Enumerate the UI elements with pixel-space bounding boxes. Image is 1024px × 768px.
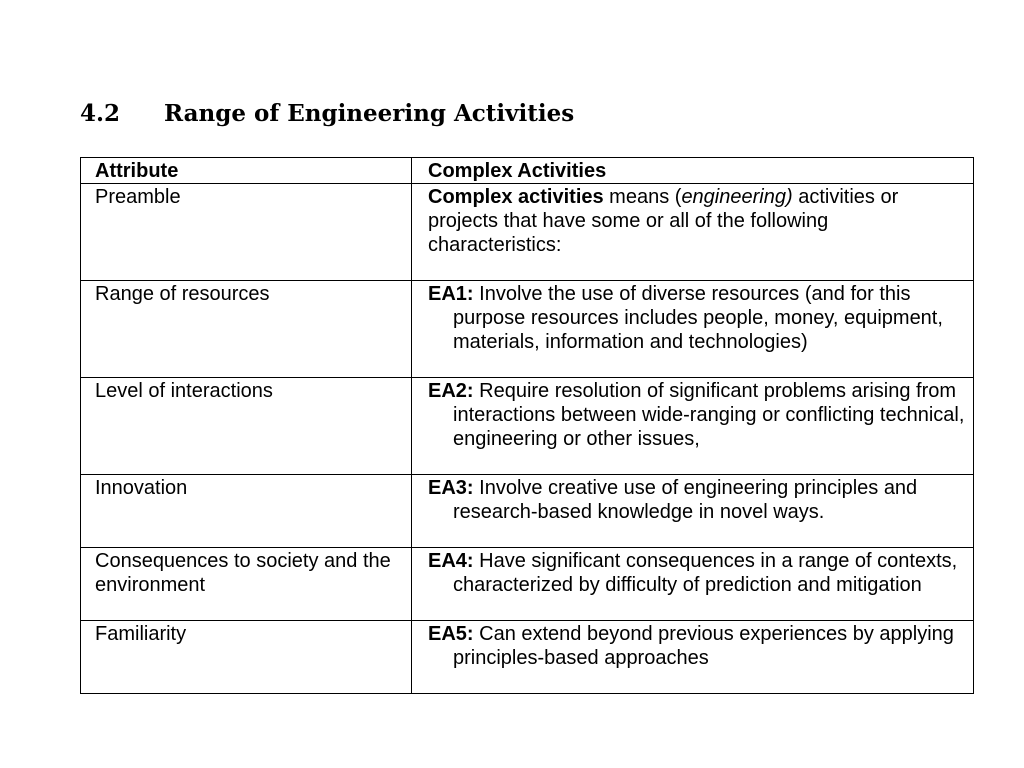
section-heading (80, 100, 574, 127)
table-header-row (81, 158, 974, 184)
ea-code: EA4: (428, 550, 474, 572)
ea-description: Involve creative use of engineering principles and research-based knowledge in novel ways. (453, 477, 918, 523)
preamble-italic: engineering) (681, 186, 793, 208)
preamble-text-tail: activities or projects that have some or all of the following characteristics: (428, 186, 899, 256)
ea-code: EA2: (428, 380, 474, 402)
ea-code: EA5: (428, 623, 474, 645)
preamble-bold-lead: Complex activities (428, 186, 604, 208)
preamble-text (412, 184, 974, 281)
preamble-text-part: means ( (603, 186, 682, 208)
table-row (81, 378, 974, 475)
ea-description: Can extend beyond previous experiences by applying principles-based approaches (453, 623, 954, 669)
attribute-cell: Innovation (81, 475, 412, 548)
activity-cell (412, 548, 974, 621)
ea-code: EA1: (428, 283, 474, 305)
activity-cell (412, 475, 974, 548)
activity-cell (412, 378, 974, 475)
table-row (81, 475, 974, 548)
ea-code: EA3: (428, 477, 474, 499)
activity-cell (412, 621, 974, 694)
table-row (81, 281, 974, 378)
attribute-cell: Range of resources (81, 281, 412, 378)
attribute-cell: Preamble (81, 184, 412, 281)
engineering-activities-table (80, 157, 974, 694)
header-complex-activities: Complex Activities (412, 158, 974, 184)
attribute-cell: Familiarity (81, 621, 412, 694)
section-number: 4.2 (80, 100, 121, 127)
attribute-cell: Consequences to society and the environment (81, 548, 412, 621)
header-attribute: Attribute (81, 158, 412, 184)
activity-cell (412, 281, 974, 378)
table-row (81, 621, 974, 694)
table-row (81, 548, 974, 621)
ea-description: Have significant consequences in a range of contexts, characterized by difficulty of prediction and mitigation (453, 550, 958, 596)
table-row-preamble (81, 184, 974, 281)
section-title: Range of Engineering Activities (164, 100, 575, 127)
attribute-cell: Level of interactions (81, 378, 412, 475)
ea-description: Involve the use of diverse resources (and for this purpose resources includes people, money, equipment, materials, information and technologies) (453, 283, 943, 353)
ea-description: Require resolution of significant problems arising from interactions between wide-ranging or conflicting technical, engineering or other issues, (453, 380, 965, 450)
